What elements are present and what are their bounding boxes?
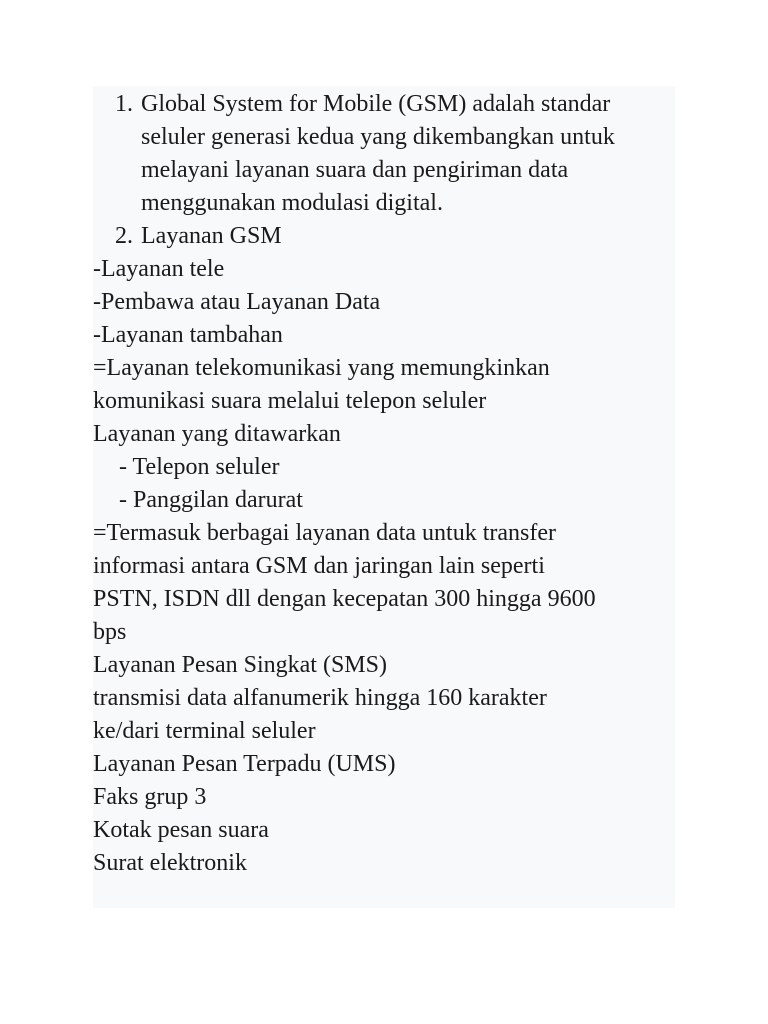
text-line: PSTN, ISDN dll dengan kecepatan 300 hingga 9600 — [93, 586, 596, 612]
text-line: Layanan yang ditawarkan — [93, 421, 341, 447]
text-line: =Termasuk berbagai layanan data untuk transfer — [93, 520, 556, 546]
document-content — [93, 88, 683, 880]
text-line: bps — [93, 619, 127, 645]
text-line: transmisi data alfanumerik hingga 160 karakter — [93, 685, 547, 711]
text-line: melayani layanan suara dan pengiriman data — [141, 157, 569, 183]
text-line: menggunakan modulasi digital. — [141, 190, 443, 216]
text-line: Layanan Pesan Terpadu (UMS) — [93, 751, 396, 777]
text-line: -Layanan tambahan — [93, 322, 283, 348]
text-line: Surat elektronik — [93, 850, 247, 876]
text-line: seluler generasi kedua yang dikembangkan untuk — [141, 124, 615, 150]
text-line: =Layanan telekomunikasi yang memungkinkan — [93, 355, 550, 381]
text-line: ke/dari terminal seluler — [93, 718, 316, 744]
text-line: komunikasi suara melalui telepon seluler — [93, 388, 487, 414]
offered-service-item: - Telepon seluler — [119, 454, 280, 480]
list-number: 2. — [115, 223, 133, 249]
offered-service-item: - Panggilan darurat — [119, 487, 303, 513]
text-line: Global System for Mobile (GSM) adalah standar — [141, 91, 611, 117]
text-line: Layanan GSM — [141, 223, 282, 249]
text-line: -Layanan tele — [93, 256, 225, 282]
text-line: Layanan Pesan Singkat (SMS) — [93, 652, 387, 678]
text-line: Faks grup 3 — [93, 784, 207, 810]
numbered-item-2 — [93, 220, 683, 253]
list-number: 1. — [115, 91, 133, 117]
numbered-item-1 — [93, 88, 683, 220]
text-line: informasi antara GSM dan jaringan lain seperti — [93, 553, 545, 579]
text-line: Kotak pesan suara — [93, 817, 269, 843]
text-line: -Pembawa atau Layanan Data — [93, 289, 381, 315]
